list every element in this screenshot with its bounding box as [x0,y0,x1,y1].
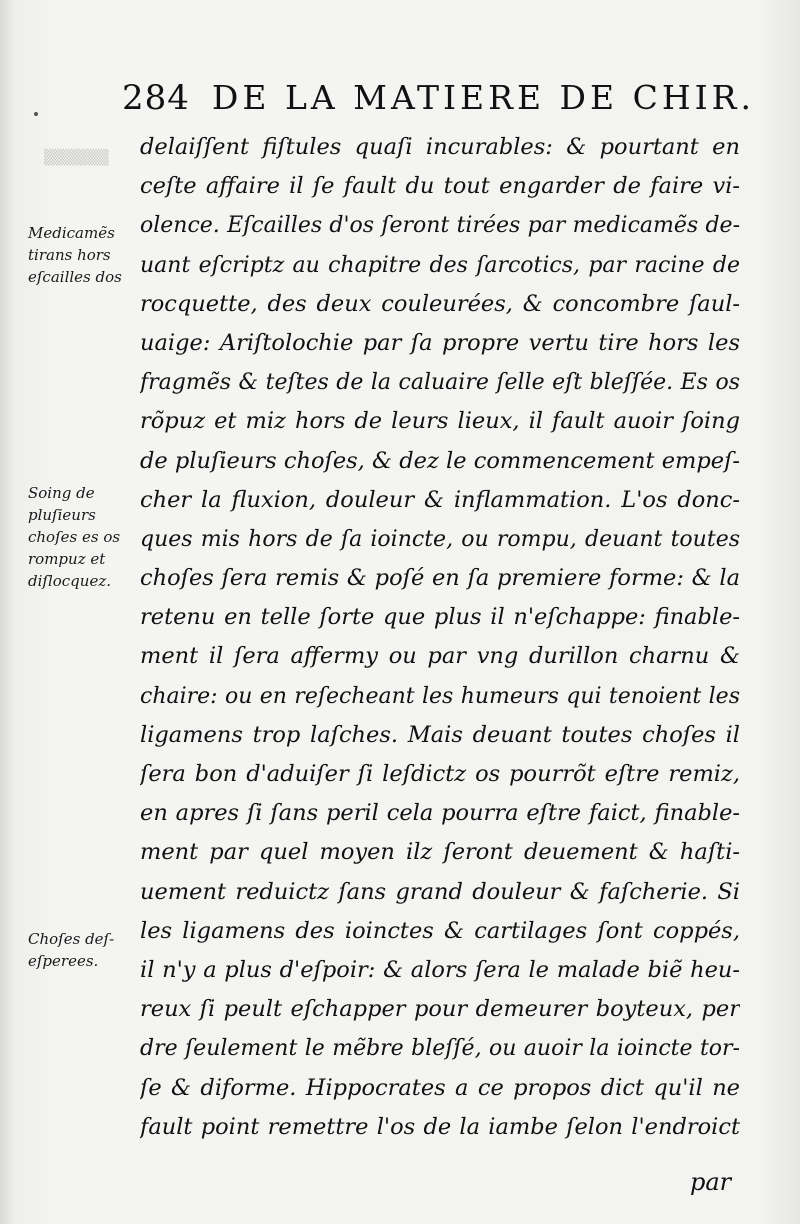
text-line: chaire: ou en reſecheant les humeurs qui tenoient les [140,683,740,709]
text-line: ſe & diforme. Hippocrates a ce propos dict qu'il ne [140,1074,740,1101]
text-line: ques mis hors de ſa ioincte, ou rompu, deuant toutes [140,526,740,552]
margin-note-soing [28,482,138,592]
text-line: ſera bon d'aduiſer ſi leſdictz os pourrõt eſtre remiz, [140,761,740,787]
text-line: fault point remettre l'os de la iambe ſelon l'endroict [140,1113,740,1140]
text-line: rocquette, des deux couleurées, & concombre ſaul- [140,290,740,317]
text-line: delaiſſent fiſtules quaſi incurables: & pourtant en [140,134,740,160]
text-line: uant eſcriptz au chapitre des ſarcotics, par racine de [140,252,740,278]
margin-mark [34,112,38,116]
margin-note-line: eſcailles dos [28,268,122,286]
catchword: par [690,1168,732,1196]
margin-note-line: tirans hors [28,246,111,264]
text-line: les ligamens des ioinctes & cartilages ſont coppés, [140,917,740,944]
text-line: choſes ſera remis & poſé en ſa premiere forme: & la [140,565,740,592]
text-line: il n'y a plus d'eſpoir: & alors ſera le malade biẽ heu- [140,956,740,983]
margin-note-line: Soing de [28,484,95,502]
text-line: de pluſieurs choſes, & dez le commencement empeſ- [140,447,740,474]
running-title: DE LA MATIERE DE CHIR. [211,78,755,117]
margin-note-choses [28,928,138,972]
page-header [122,78,755,118]
text-line: cher la fluxion, douleur & inflammation. L'os donc- [140,486,740,513]
bleed-through-text: ▒▒▒▒▒▒ [44,150,109,166]
margin-note-line: eſperees. [28,952,99,970]
margin-note-line: Choſes deſ- [28,930,115,948]
margin-note-line: diſlocquez. [28,572,111,590]
text-line: ment il ſera affermy ou par vng durillon charnu & [140,643,740,670]
body-text [140,128,740,1147]
text-line: ment par quel moyen ilz ſeront deuement & haſti- [140,839,740,866]
text-line: fragmẽs & teſtes de la caluaire ſelle eſt bleſſée. Es os [140,370,740,396]
margin-note-line: pluſieurs [28,506,96,524]
text-line: rõpuz et miz hors de leurs lieux, il fault auoir ſoing [140,408,740,435]
margin-note-line: Medicamẽs [28,224,115,242]
page-number: 284 [122,78,190,118]
text-line: reux ſi peult eſchapper pour demeurer boyteux, per [140,996,740,1023]
text-line: uement reduictz ſans grand douleur & faſcherie. Si [140,878,740,905]
text-line: ceſte affaire il ſe fault du tout engarder de faire vi- [140,173,740,200]
margin-note-line: rompuz et [28,550,106,568]
margin-note-line: choſes es os [28,528,121,546]
text-line: uaige: Ariſtolochie par ſa propre vertu tire hors les [140,329,740,356]
text-line: olence. Eſcailles d'os ſeront tirées par medicamẽs de- [140,213,740,239]
margin-note-medicaments [28,222,138,288]
text-line: en apres ſi ſans peril cela pourra eſtre faict, finable- [140,800,740,827]
text-line: ligamens trop laſches. Mais deuant toutes choſes il [140,721,740,748]
text-line: dre ſeulement le mẽbre bleſſé, ou auoir la ioincte tor- [140,1036,740,1062]
text-line: retenu en telle ſorte que plus il n'eſchappe: finable- [140,604,740,631]
